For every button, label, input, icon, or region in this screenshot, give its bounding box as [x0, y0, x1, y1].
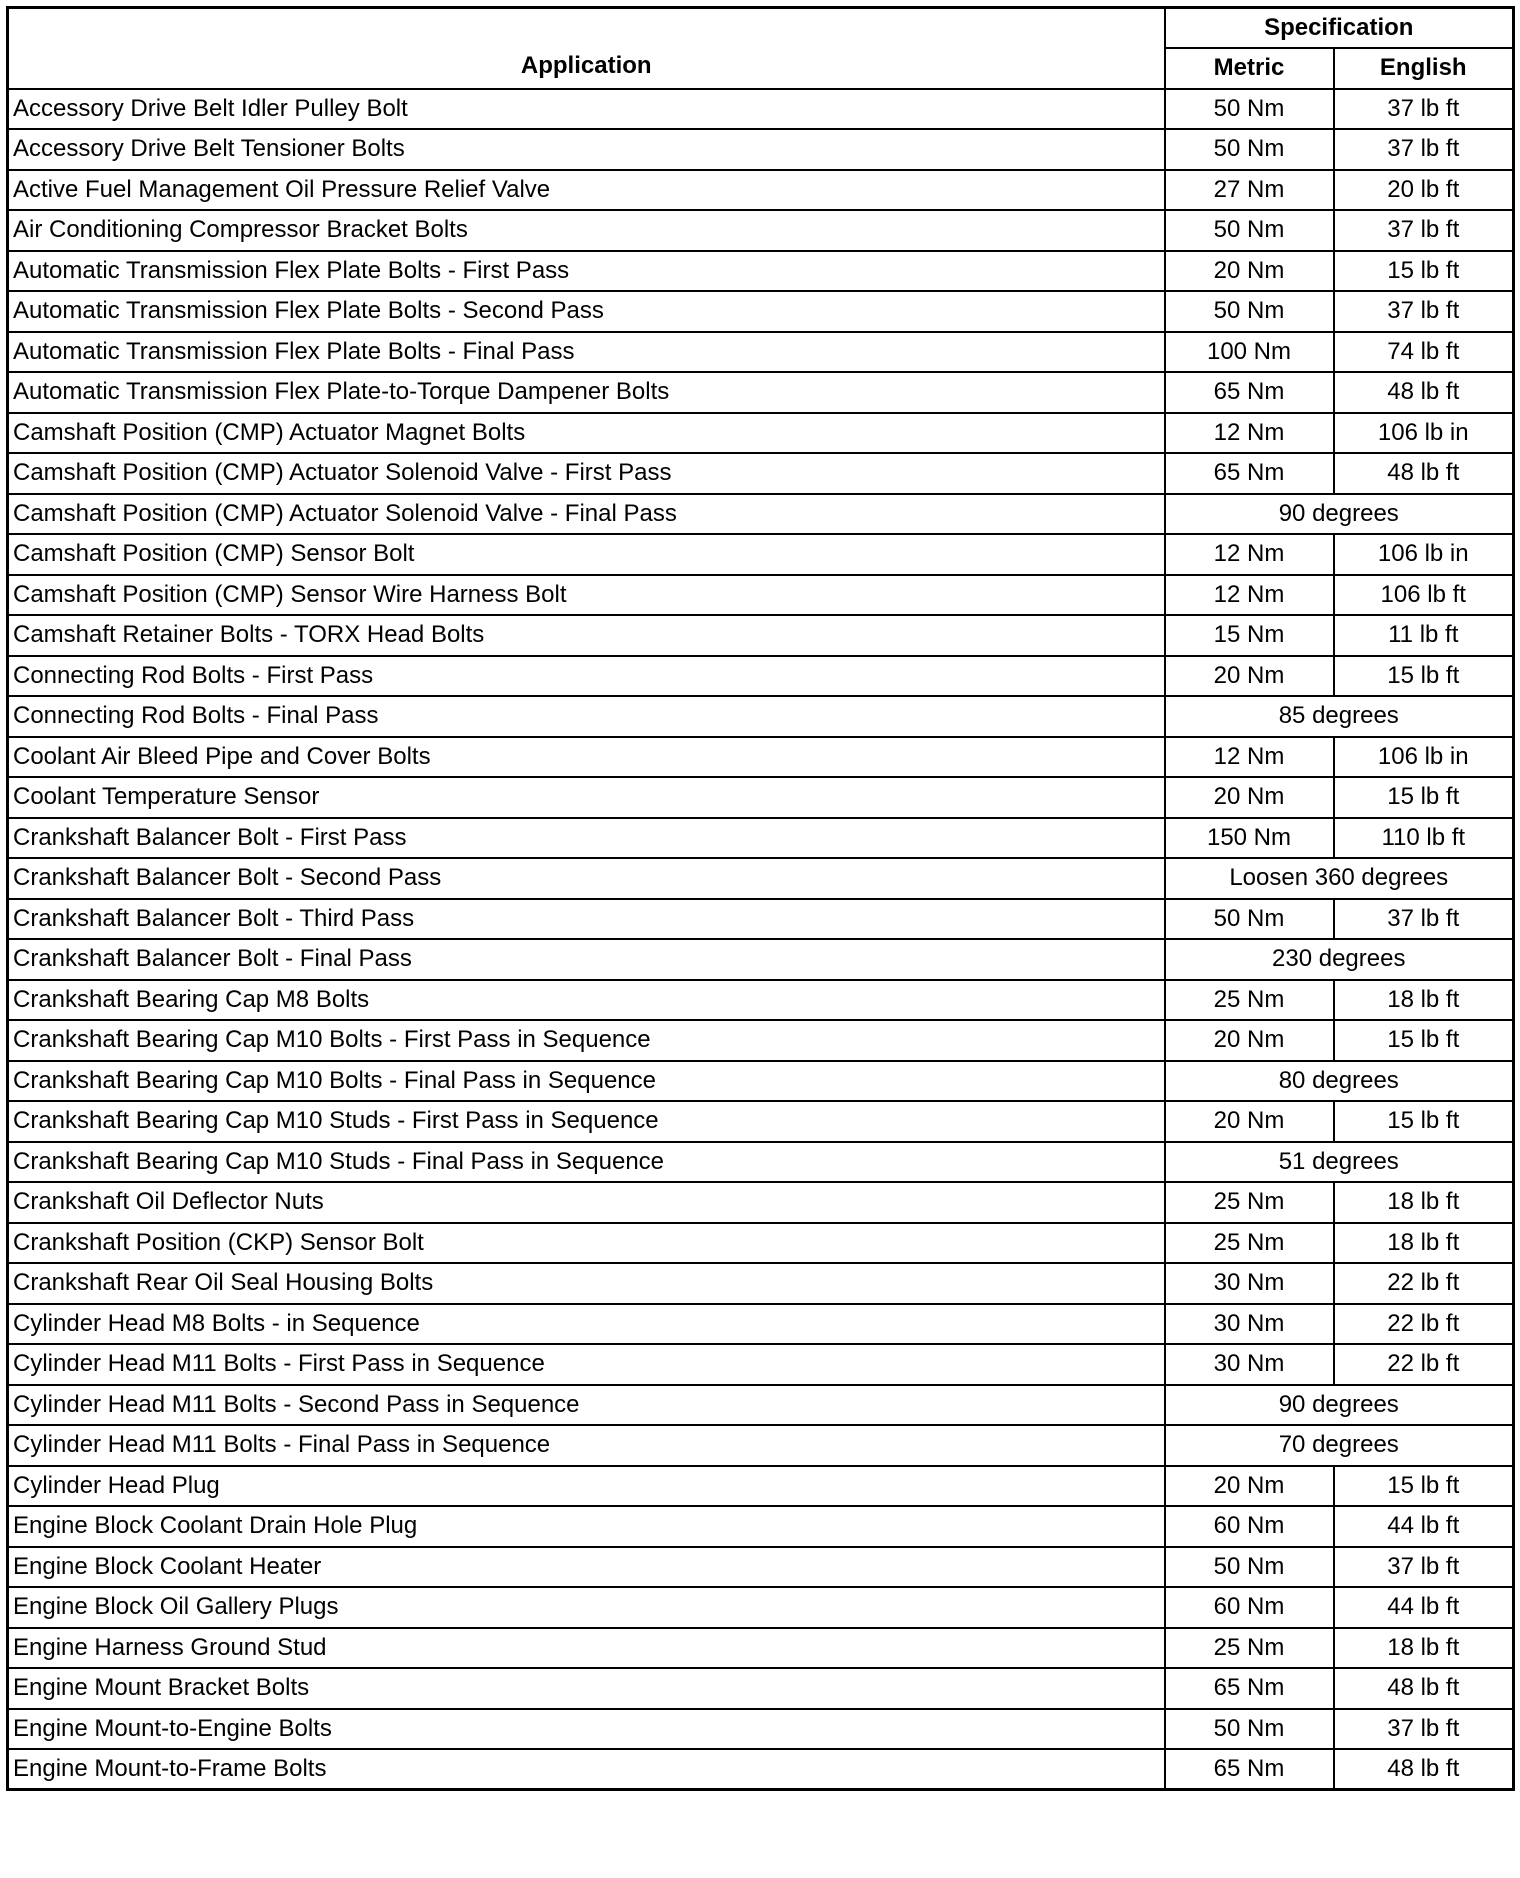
- metric-cell: 50 Nm: [1165, 129, 1334, 170]
- table-row: [8, 332, 1514, 373]
- metric-cell: 25 Nm: [1165, 1628, 1334, 1669]
- table-row: [8, 899, 1514, 940]
- application-cell: Crankshaft Rear Oil Seal Housing Bolts: [8, 1263, 1165, 1304]
- table-row: [8, 453, 1514, 494]
- english-cell: 48 lb ft: [1334, 453, 1514, 494]
- table-row: [8, 615, 1514, 656]
- table-row: [8, 1223, 1514, 1264]
- application-cell: Engine Mount Bracket Bolts: [8, 1668, 1165, 1709]
- specification-cell: 90 degrees: [1165, 1385, 1514, 1426]
- english-cell: 37 lb ft: [1334, 129, 1514, 170]
- metric-cell: 60 Nm: [1165, 1587, 1334, 1628]
- table-row: [8, 1749, 1514, 1790]
- english-cell: 37 lb ft: [1334, 291, 1514, 332]
- metric-cell: 50 Nm: [1165, 1709, 1334, 1750]
- english-cell: 44 lb ft: [1334, 1506, 1514, 1547]
- table-row: [8, 1466, 1514, 1507]
- english-cell: 11 lb ft: [1334, 615, 1514, 656]
- application-cell: Automatic Transmission Flex Plate Bolts - Final Pass: [8, 332, 1165, 373]
- table-row: [8, 413, 1514, 454]
- english-cell: 37 lb ft: [1334, 1547, 1514, 1588]
- english-cell: 15 lb ft: [1334, 251, 1514, 292]
- application-cell: Crankshaft Bearing Cap M10 Bolts - First Pass in Sequence: [8, 1020, 1165, 1061]
- table-row: [8, 1101, 1514, 1142]
- english-cell: 110 lb ft: [1334, 818, 1514, 859]
- english-cell: 74 lb ft: [1334, 332, 1514, 373]
- metric-cell: 100 Nm: [1165, 332, 1334, 373]
- table-row: [8, 939, 1514, 980]
- english-cell: 15 lb ft: [1334, 1020, 1514, 1061]
- english-cell: 18 lb ft: [1334, 1182, 1514, 1223]
- metric-cell: 12 Nm: [1165, 575, 1334, 616]
- table-row: [8, 575, 1514, 616]
- application-cell: Cylinder Head M11 Bolts - Second Pass in Sequence: [8, 1385, 1165, 1426]
- metric-cell: 30 Nm: [1165, 1304, 1334, 1345]
- specification-header: Specification: [1165, 8, 1514, 49]
- table-row: [8, 494, 1514, 535]
- table-row: [8, 1628, 1514, 1669]
- specification-cell: 90 degrees: [1165, 494, 1514, 535]
- table-row: [8, 1142, 1514, 1183]
- table-row: [8, 372, 1514, 413]
- table-row: [8, 696, 1514, 737]
- english-cell: 106 lb in: [1334, 413, 1514, 454]
- table-row: [8, 1344, 1514, 1385]
- application-cell: Cylinder Head M8 Bolts - in Sequence: [8, 1304, 1165, 1345]
- metric-cell: 25 Nm: [1165, 1182, 1334, 1223]
- english-cell: 37 lb ft: [1334, 210, 1514, 251]
- english-cell: 44 lb ft: [1334, 1587, 1514, 1628]
- application-cell: Engine Harness Ground Stud: [8, 1628, 1165, 1669]
- english-cell: 48 lb ft: [1334, 372, 1514, 413]
- application-cell: Crankshaft Balancer Bolt - First Pass: [8, 818, 1165, 859]
- application-cell: Camshaft Position (CMP) Actuator Magnet Bolts: [8, 413, 1165, 454]
- english-cell: 22 lb ft: [1334, 1263, 1514, 1304]
- metric-cell: 25 Nm: [1165, 1223, 1334, 1264]
- application-cell: Crankshaft Bearing Cap M10 Studs - Final Pass in Sequence: [8, 1142, 1165, 1183]
- table-row: [8, 777, 1514, 818]
- application-cell: Camshaft Position (CMP) Sensor Bolt: [8, 534, 1165, 575]
- application-cell: Engine Block Oil Gallery Plugs: [8, 1587, 1165, 1628]
- metric-cell: 50 Nm: [1165, 1547, 1334, 1588]
- application-cell: Connecting Rod Bolts - Final Pass: [8, 696, 1165, 737]
- metric-cell: 50 Nm: [1165, 291, 1334, 332]
- application-cell: Crankshaft Balancer Bolt - Final Pass: [8, 939, 1165, 980]
- table-row: [8, 534, 1514, 575]
- table-row: [8, 1304, 1514, 1345]
- table-row: [8, 89, 1514, 130]
- application-cell: Cylinder Head M11 Bolts - First Pass in Sequence: [8, 1344, 1165, 1385]
- metric-cell: 65 Nm: [1165, 1749, 1334, 1790]
- english-cell: 15 lb ft: [1334, 1101, 1514, 1142]
- application-cell: Camshaft Retainer Bolts - TORX Head Bolts: [8, 615, 1165, 656]
- application-cell: Engine Block Coolant Drain Hole Plug: [8, 1506, 1165, 1547]
- metric-cell: 20 Nm: [1165, 1020, 1334, 1061]
- table-row: [8, 737, 1514, 778]
- application-cell: Engine Mount-to-Engine Bolts: [8, 1709, 1165, 1750]
- english-cell: 106 lb in: [1334, 534, 1514, 575]
- table-row: [8, 210, 1514, 251]
- table-row: [8, 656, 1514, 697]
- application-cell: Accessory Drive Belt Tensioner Bolts: [8, 129, 1165, 170]
- english-cell: 48 lb ft: [1334, 1668, 1514, 1709]
- metric-cell: 20 Nm: [1165, 1466, 1334, 1507]
- metric-cell: 15 Nm: [1165, 615, 1334, 656]
- metric-cell: 30 Nm: [1165, 1263, 1334, 1304]
- metric-cell: 65 Nm: [1165, 372, 1334, 413]
- specification-cell: 51 degrees: [1165, 1142, 1514, 1183]
- table-row: [8, 1263, 1514, 1304]
- english-cell: 37 lb ft: [1334, 899, 1514, 940]
- application-cell: Crankshaft Oil Deflector Nuts: [8, 1182, 1165, 1223]
- table-row: [8, 1709, 1514, 1750]
- metric-cell: 27 Nm: [1165, 170, 1334, 211]
- metric-cell: 20 Nm: [1165, 251, 1334, 292]
- application-cell: Connecting Rod Bolts - First Pass: [8, 656, 1165, 697]
- metric-cell: 150 Nm: [1165, 818, 1334, 859]
- application-cell: Crankshaft Balancer Bolt - Second Pass: [8, 858, 1165, 899]
- table-row: [8, 291, 1514, 332]
- application-cell: Camshaft Position (CMP) Actuator Solenoid Valve - Final Pass: [8, 494, 1165, 535]
- application-cell: Camshaft Position (CMP) Sensor Wire Harness Bolt: [8, 575, 1165, 616]
- english-cell: 106 lb in: [1334, 737, 1514, 778]
- table-row: [8, 251, 1514, 292]
- english-cell: 106 lb ft: [1334, 575, 1514, 616]
- english-cell: 15 lb ft: [1334, 656, 1514, 697]
- metric-header: Metric: [1165, 48, 1334, 89]
- application-cell: Coolant Temperature Sensor: [8, 777, 1165, 818]
- application-cell: Engine Block Coolant Heater: [8, 1547, 1165, 1588]
- application-cell: Automatic Transmission Flex Plate Bolts - First Pass: [8, 251, 1165, 292]
- application-cell: Engine Mount-to-Frame Bolts: [8, 1749, 1165, 1790]
- table-row: [8, 1020, 1514, 1061]
- application-cell: Active Fuel Management Oil Pressure Relief Valve: [8, 170, 1165, 211]
- metric-cell: 25 Nm: [1165, 980, 1334, 1021]
- application-cell: Air Conditioning Compressor Bracket Bolts: [8, 210, 1165, 251]
- english-cell: 22 lb ft: [1334, 1304, 1514, 1345]
- specification-cell: 230 degrees: [1165, 939, 1514, 980]
- table-row: [8, 1385, 1514, 1426]
- english-cell: 18 lb ft: [1334, 1223, 1514, 1264]
- specification-cell: Loosen 360 degrees: [1165, 858, 1514, 899]
- application-cell: Crankshaft Bearing Cap M8 Bolts: [8, 980, 1165, 1021]
- table-row: [8, 1061, 1514, 1102]
- table-row: [8, 980, 1514, 1021]
- metric-cell: 50 Nm: [1165, 210, 1334, 251]
- metric-cell: 60 Nm: [1165, 1506, 1334, 1547]
- application-cell: Crankshaft Bearing Cap M10 Bolts - Final Pass in Sequence: [8, 1061, 1165, 1102]
- table-body: [8, 89, 1514, 1790]
- metric-cell: 30 Nm: [1165, 1344, 1334, 1385]
- metric-cell: 20 Nm: [1165, 1101, 1334, 1142]
- table-row: [8, 818, 1514, 859]
- application-cell: Camshaft Position (CMP) Actuator Solenoid Valve - First Pass: [8, 453, 1165, 494]
- application-cell: Crankshaft Balancer Bolt - Third Pass: [8, 899, 1165, 940]
- application-cell: Crankshaft Bearing Cap M10 Studs - First Pass in Sequence: [8, 1101, 1165, 1142]
- english-cell: 15 lb ft: [1334, 1466, 1514, 1507]
- english-header: English: [1334, 48, 1514, 89]
- table-row: [8, 1587, 1514, 1628]
- application-cell: Cylinder Head Plug: [8, 1466, 1165, 1507]
- table-row: [8, 1668, 1514, 1709]
- metric-cell: 65 Nm: [1165, 453, 1334, 494]
- application-header: Application: [8, 8, 1165, 89]
- specification-cell: 70 degrees: [1165, 1425, 1514, 1466]
- application-cell: Cylinder Head M11 Bolts - Final Pass in Sequence: [8, 1425, 1165, 1466]
- table-row: [8, 858, 1514, 899]
- english-cell: 15 lb ft: [1334, 777, 1514, 818]
- table-row: [8, 1425, 1514, 1466]
- english-cell: 37 lb ft: [1334, 1709, 1514, 1750]
- english-cell: 18 lb ft: [1334, 1628, 1514, 1669]
- table-row: [8, 129, 1514, 170]
- english-cell: 37 lb ft: [1334, 89, 1514, 130]
- metric-cell: 50 Nm: [1165, 899, 1334, 940]
- table-row: [8, 1506, 1514, 1547]
- metric-cell: 12 Nm: [1165, 737, 1334, 778]
- english-cell: 48 lb ft: [1334, 1749, 1514, 1790]
- table-row: [8, 1547, 1514, 1588]
- application-cell: Automatic Transmission Flex Plate-to-Torque Dampener Bolts: [8, 372, 1165, 413]
- metric-cell: 12 Nm: [1165, 534, 1334, 575]
- english-cell: 18 lb ft: [1334, 980, 1514, 1021]
- application-cell: Coolant Air Bleed Pipe and Cover Bolts: [8, 737, 1165, 778]
- metric-cell: 12 Nm: [1165, 413, 1334, 454]
- application-cell: Accessory Drive Belt Idler Pulley Bolt: [8, 89, 1165, 130]
- metric-cell: 20 Nm: [1165, 656, 1334, 697]
- metric-cell: 50 Nm: [1165, 89, 1334, 130]
- specification-cell: 85 degrees: [1165, 696, 1514, 737]
- english-cell: 22 lb ft: [1334, 1344, 1514, 1385]
- table-row: [8, 170, 1514, 211]
- header-row-top: [8, 8, 1514, 49]
- metric-cell: 20 Nm: [1165, 777, 1334, 818]
- metric-cell: 65 Nm: [1165, 1668, 1334, 1709]
- table-row: [8, 1182, 1514, 1223]
- english-cell: 20 lb ft: [1334, 170, 1514, 211]
- torque-specification-table: [6, 6, 1515, 1791]
- application-cell: Automatic Transmission Flex Plate Bolts - Second Pass: [8, 291, 1165, 332]
- application-cell: Crankshaft Position (CKP) Sensor Bolt: [8, 1223, 1165, 1264]
- specification-cell: 80 degrees: [1165, 1061, 1514, 1102]
